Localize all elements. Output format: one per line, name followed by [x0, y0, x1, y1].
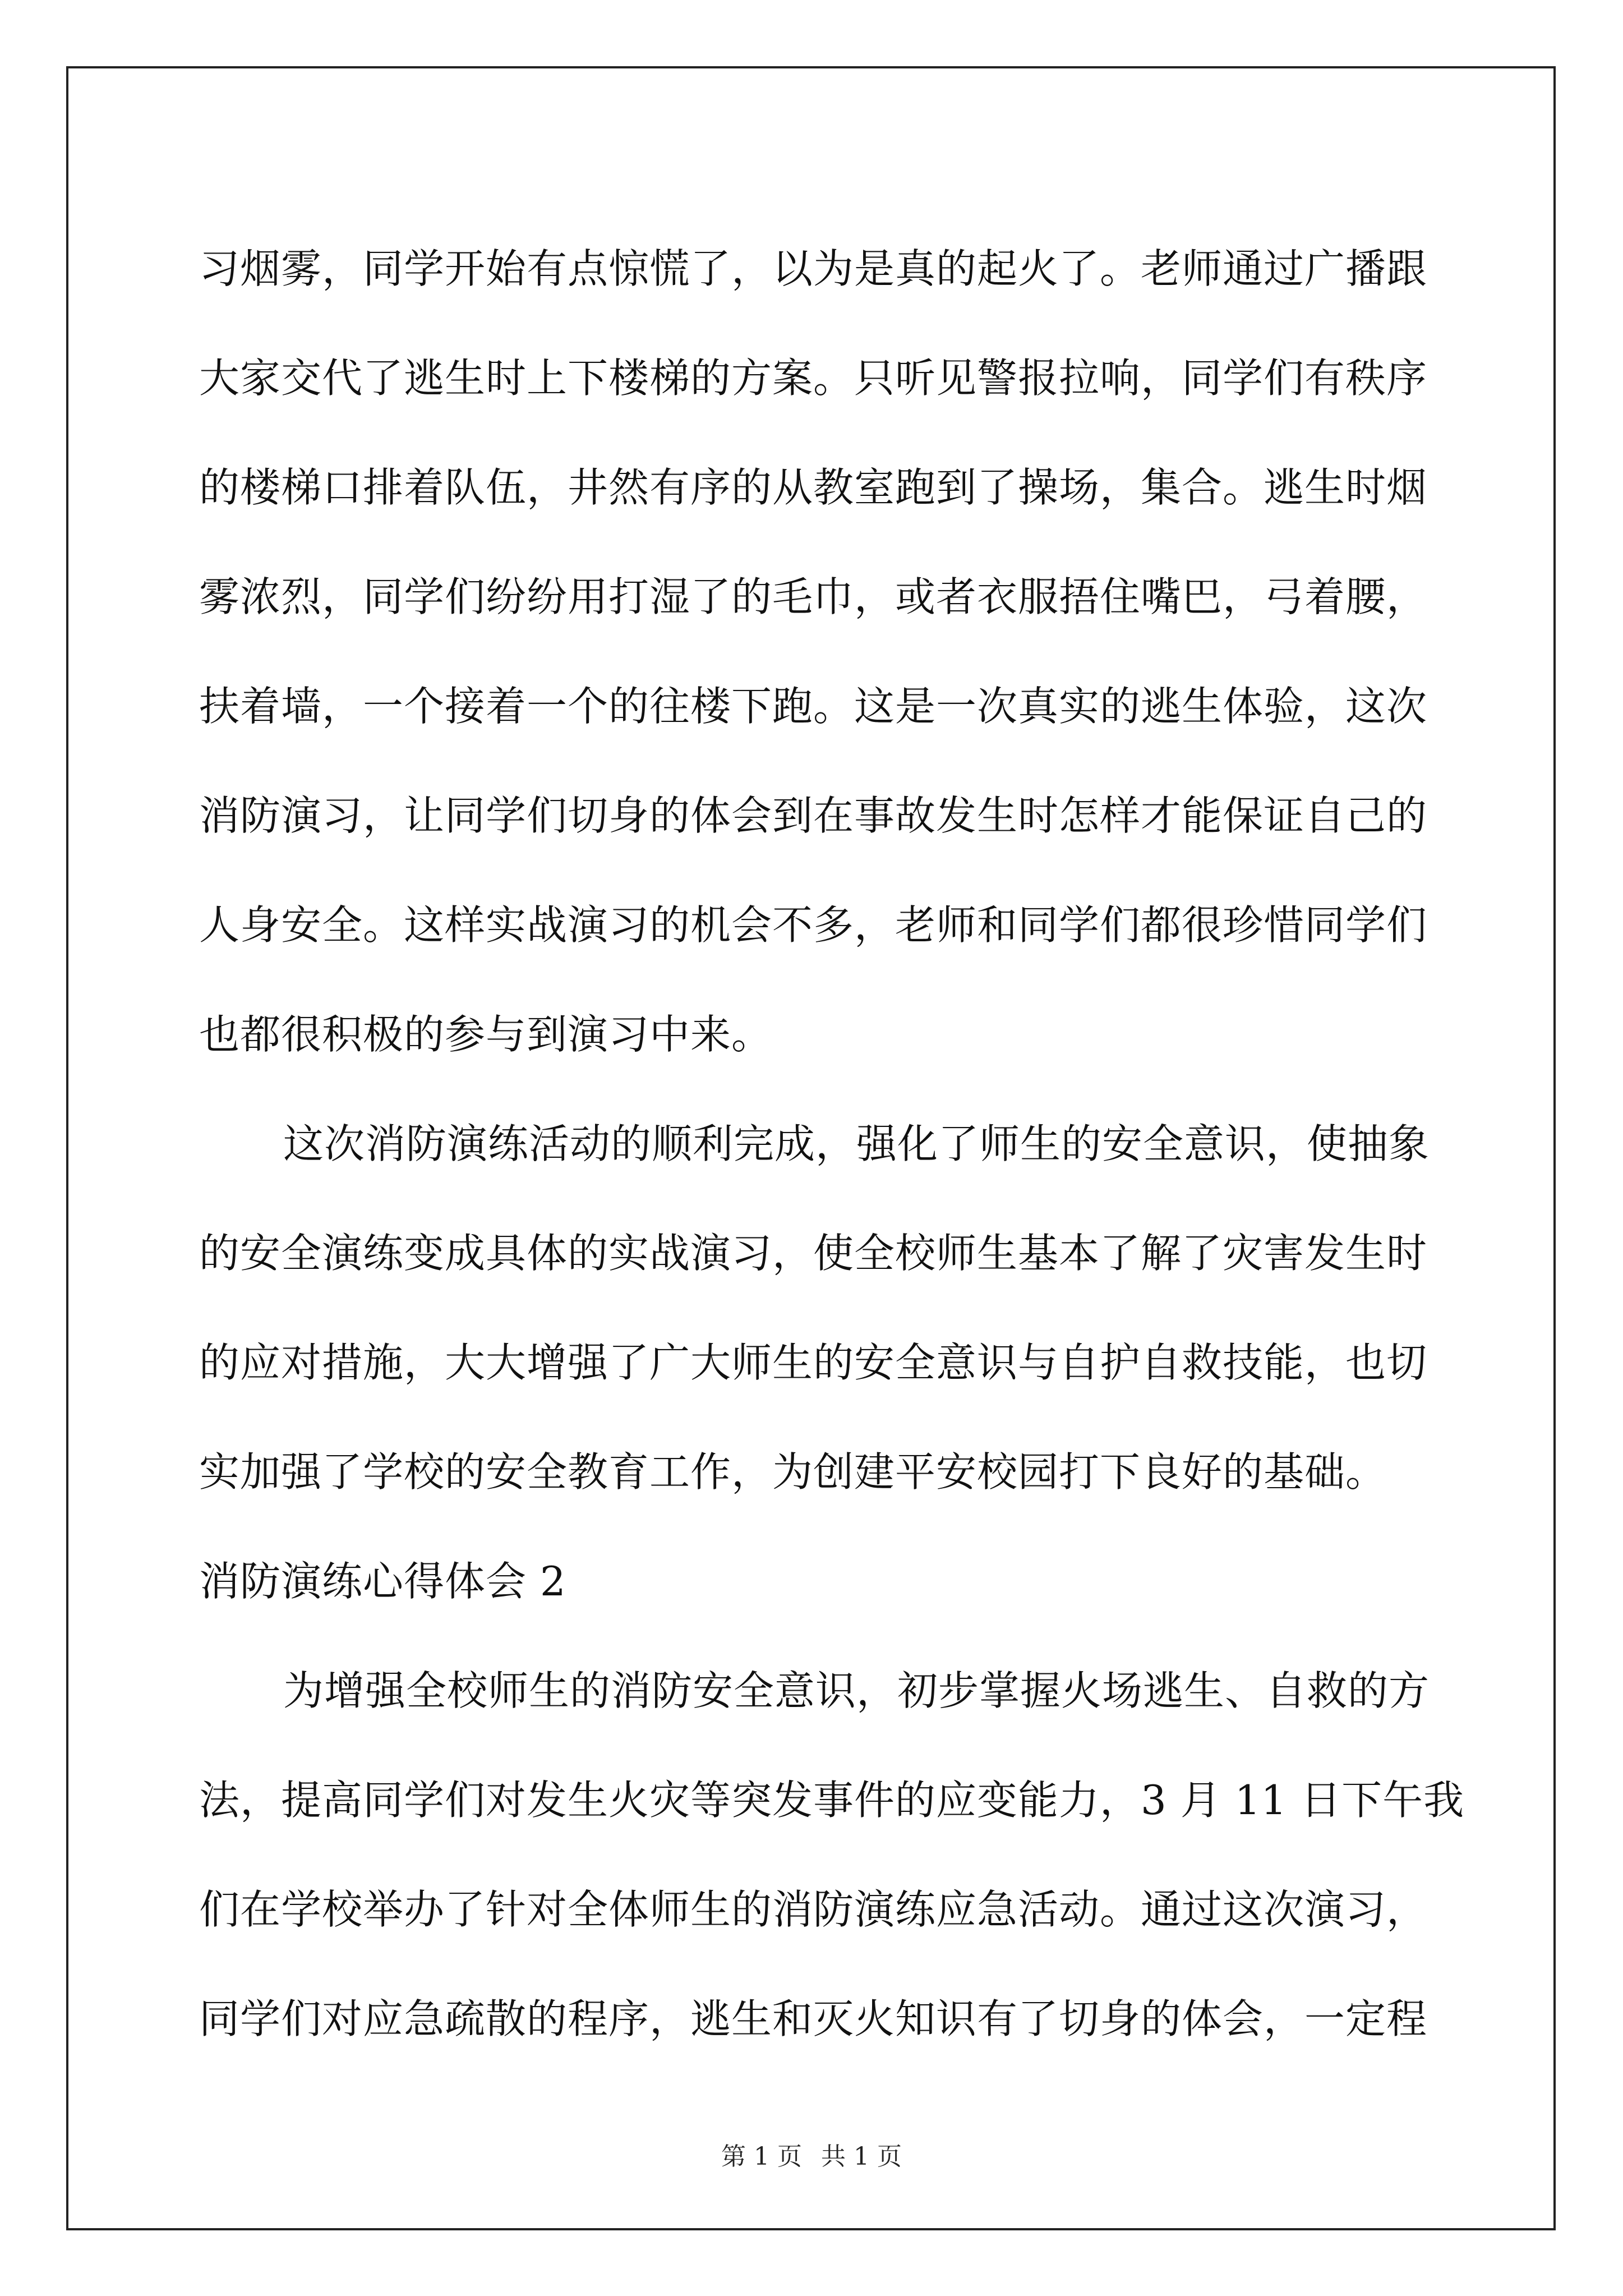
text-line: 大家交代了逃生时上下楼梯的方案。只听见警报拉响，同学们有秩序 [199, 355, 1428, 402]
text-line: 的应对措施，大大增强了广大师生的安全意识与自护自救技能，也切 [199, 1339, 1428, 1386]
text-line: 们在学校举办了针对全体师生的消防演练应急活动。通过这次演习， [199, 1886, 1428, 1933]
document-body [199, 214, 1465, 2074]
text-line: 法，提高同学们对发生火灾等突发事件的应变能力，3 月 11 日下午我 [199, 1777, 1465, 1824]
text-line: 的安全演练变成具体的实战演习，使全校师生基本了解了灾害发生时 [199, 1230, 1428, 1277]
page-footer [0, 2140, 1623, 2174]
text-line: 人身安全。这样实战演习的机会不多，老师和同学们都很珍惜同学们 [199, 901, 1428, 949]
section-heading: 消防演练心得体会 2 [199, 1558, 566, 1605]
text-line: 雾浓烈，同学们纷纷用打湿了的毛巾，或者衣服捂住嘴巴，弓着腰， [199, 573, 1428, 620]
paragraph-first-line: 为增强全校师生的消防安全意识，初步掌握火场逃生、自救的方 [283, 1667, 1430, 1714]
text-line: 也都很积极的参与到演习中来。 [199, 1011, 773, 1058]
text-line: 习烟雾，同学开始有点惊慌了，以为是真的起火了。老师通过广播跟 [199, 245, 1428, 292]
text-line: 的楼梯口排着队伍，井然有序的从教室跑到了操场，集合。逃生时烟 [199, 464, 1428, 511]
text-line: 扶着墙，一个接着一个的往楼下跑。这是一次真实的逃生体验，这次 [199, 683, 1428, 730]
text-line: 消防演习，让同学们切身的体会到在事故发生时怎样才能保证自己的 [199, 792, 1428, 839]
page-total: 共 1 页 [821, 2142, 902, 2171]
paragraph-first-line: 这次消防演练活动的顺利完成，强化了师生的安全意识，使抽象 [283, 1120, 1430, 1167]
text-line: 同学们对应急疏散的程序，逃生和灭火知识有了切身的体会，一定程 [199, 1995, 1428, 2042]
page-number: 第 1 页 [721, 2142, 802, 2171]
text-line: 实加强了学校的安全教育工作，为创建平安校园打下良好的基础。 [199, 1448, 1387, 1496]
